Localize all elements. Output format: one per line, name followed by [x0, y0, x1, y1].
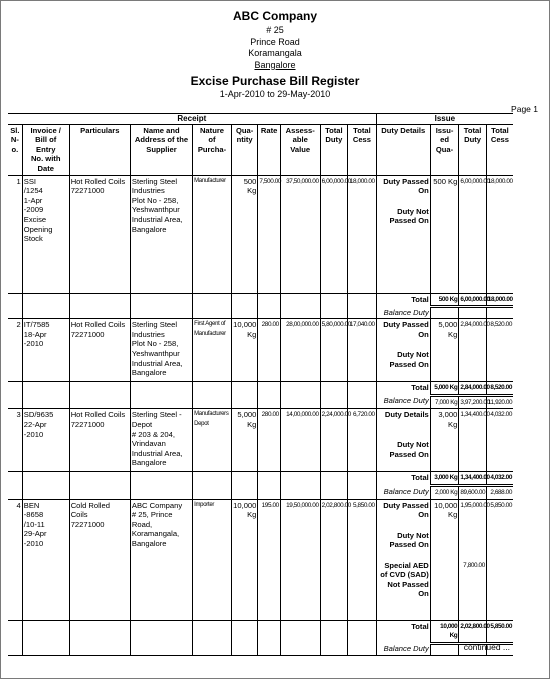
balance-qty	[430, 307, 459, 319]
invoice-number: SD/9635 22-Apr -2010	[22, 409, 69, 472]
issued-duty: 1,34,400.00	[459, 409, 487, 472]
total-issued-duty: 2,02,800.00	[459, 620, 487, 643]
issued-quantity: 3,000 Kg	[430, 409, 459, 472]
total-issued-qty: 500 Kg	[430, 293, 459, 307]
total-cess: 6,720.00	[348, 409, 377, 472]
duty-details	[376, 319, 430, 382]
supplier-address: Sterling Steel Industries Plot No - 258, Yeshwanthpur Industrial Area, Bangalore	[130, 175, 192, 293]
rate-header: Rate	[258, 124, 280, 175]
quantity-header: Qua- ntity	[231, 124, 258, 175]
total-label: Total	[376, 293, 430, 307]
total-cess: 5,850.00	[348, 499, 377, 620]
balance-qty: 2,000 Kg	[430, 486, 459, 500]
supplier-address: ABC Company # 25, Prince Road, Koramangala, Bangalore	[130, 499, 192, 620]
company-address-line-4: Bangalore	[254, 59, 296, 70]
quantity: 500 Kg	[231, 175, 258, 293]
nature-header: Nature of Purcha-	[193, 124, 232, 175]
balance-duty	[459, 307, 487, 319]
invoice-number: SSI /1254 1-Apr -2009 Excise Opening Stock	[22, 175, 69, 293]
balance-cess: 2,688.00	[486, 486, 513, 500]
total-issued-duty: 6,00,000.00	[459, 293, 487, 307]
total-duty-header: Total Duty	[320, 124, 348, 175]
total-issued-cess: 8,520.00	[486, 382, 513, 396]
invoice-header: Invoice / Bill of Entry No. with Date	[22, 124, 69, 175]
issued-cess: 18,000.00	[486, 175, 513, 293]
issue-group-header: Issue	[376, 114, 513, 125]
supplier-header: Name and Address of the Supplier	[130, 124, 192, 175]
total-label: Total	[376, 620, 430, 643]
sl-no: 3	[16, 410, 21, 420]
total-cess: 17,040.00	[348, 319, 377, 382]
duty-detail-label: Duty Passed On	[383, 176, 429, 196]
quantity: 10,000 Kg	[231, 499, 258, 620]
duty-detail-label: Duty Passed On	[383, 500, 429, 520]
assessable-value: 28,00,000.00	[280, 319, 320, 382]
issue-total-duty-header: Total Duty	[459, 124, 487, 175]
balance-duty-label: Balance Duty	[376, 307, 430, 319]
total-issued-cess: 5,850.00	[486, 620, 513, 643]
total-label: Total	[376, 472, 430, 486]
report-period: 1-Apr-2010 to 29-May-2010	[219, 89, 331, 99]
purchase-bill-register-table	[8, 113, 513, 658]
balance-duty: 89,600.00	[459, 486, 487, 500]
total-issued-cess: 18,000.00	[486, 293, 513, 307]
balance-qty: 7,000 Kg	[430, 395, 459, 409]
report-title: Excise Purchase Bill Register	[190, 74, 360, 88]
duty-details	[376, 175, 430, 293]
duty-detail-label: Duty Passed On	[383, 320, 429, 339]
rate: 280.00	[258, 319, 280, 382]
assessable-value: 37,50,000.00	[280, 175, 320, 293]
balance-cess	[486, 307, 513, 319]
duty-detail-label: Duty Not Passed On	[389, 206, 429, 226]
company-address-line-3: Koramangala	[248, 48, 302, 58]
page-number: Page 1	[511, 104, 538, 114]
total-cess: 18,000.00	[348, 175, 377, 293]
rate: 280.00	[258, 409, 280, 472]
issued-cess: 5,850.00	[486, 499, 513, 620]
total-duty: 6,00,000.00	[320, 175, 348, 293]
balance-duty-label: Balance Duty	[376, 395, 430, 409]
particulars: Cold Rolled Coils 72271000	[69, 499, 130, 620]
total-issued-qty: 10,000 Kg	[430, 620, 459, 643]
duty-details	[376, 409, 430, 472]
issued-qty-header: Issu- ed Qua-	[430, 124, 459, 175]
duty-detail-label: Duty Not Passed On	[389, 440, 429, 460]
nature-of-purchase: Importer	[193, 499, 232, 620]
rate: 7,500.00	[258, 175, 280, 293]
issued-duty: 2,84,000.00	[459, 319, 487, 382]
sl-no: 2	[16, 320, 21, 330]
issued-quantity: 500 Kg	[430, 175, 459, 293]
duty-details-header: Duty Details	[376, 124, 430, 175]
balance-duty-label: Balance Duty	[376, 643, 430, 655]
continued-note: continued ...	[463, 642, 510, 652]
total-label: Total	[376, 382, 430, 396]
assessable-value: 14,00,000.00	[280, 409, 320, 472]
sl-no: 1	[16, 176, 21, 186]
invoice-number: BEN -8658 /10-11 29-Apr -2010	[22, 499, 69, 620]
particulars: Hot Rolled Coils 72271000	[69, 319, 130, 382]
duty-detail-label: Duty Details	[384, 410, 429, 420]
balance-qty	[430, 643, 459, 655]
total-duty: 5,80,000.00	[320, 319, 348, 382]
issued-duty: 1,95,000.00 7,800.00	[459, 499, 487, 620]
particulars-header: Particulars	[69, 124, 130, 175]
nature-of-purchase: First Agent of Manufacturer	[193, 319, 232, 382]
supplier-address: Sterling Steel Industries Plot No - 258, Yeshwanthpur Industrial Area, Bangalore	[130, 319, 192, 382]
assessable-value-header: Assess- able Value	[280, 124, 320, 175]
issue-total-cess-header: Total Cess	[486, 124, 513, 175]
quantity: 10,000 Kg	[231, 319, 258, 382]
supplier-address: Sterling Steel - Depot # 203 & 204, Vrindavan Industrial Area, Bangalore	[130, 409, 192, 472]
total-issued-duty: 2,84,000.00	[459, 382, 487, 396]
invoice-number: IT/7585 18-Apr -2010	[22, 319, 69, 382]
total-issued-qty: 3,000 Kg	[430, 472, 459, 486]
total-cess-header: Total Cess	[348, 124, 377, 175]
nature-of-purchase: Manufacturers Depot	[193, 409, 232, 472]
issued-quantity: 5,000 Kg	[430, 319, 459, 382]
receipt-group-header: Receipt	[8, 114, 376, 125]
duty-details	[376, 499, 430, 620]
company-address-line-1: # 25	[266, 25, 284, 35]
duty-detail-label: Duty Not Passed On	[389, 350, 429, 369]
issued-cess: 8,520.00	[486, 319, 513, 382]
duty-detail-label: Duty Not Passed On	[389, 530, 429, 550]
company-name: ABC Company	[232, 9, 317, 23]
total-issued-cess: 4,032.00	[486, 472, 513, 486]
sl-no: 4	[16, 500, 21, 510]
assessable-value: 19,50,000.00	[280, 499, 320, 620]
total-issued-duty: 1,34,400.00	[459, 472, 487, 486]
particulars: Hot Rolled Coils 72271000	[69, 409, 130, 472]
issued-quantity: 10,000 Kg	[430, 499, 459, 620]
balance-duty: 3,97,200.00	[459, 395, 487, 409]
sl-no-header: Sl. N- o.	[10, 125, 20, 154]
total-duty: 2,24,000.00	[320, 409, 348, 472]
particulars: Hot Rolled Coils 72271000	[69, 175, 130, 293]
balance-duty-label: Balance Duty	[376, 486, 430, 500]
balance-cess: 11,920.00	[486, 395, 513, 409]
nature-of-purchase: Manufacturer	[193, 175, 232, 293]
issued-cess: 4,032.00	[486, 409, 513, 472]
total-issued-qty: 5,000 Kg	[430, 382, 459, 396]
quantity: 5,000 Kg	[231, 409, 258, 472]
issued-duty: 6,00,000.00	[459, 175, 487, 293]
company-address-line-2: Prince Road	[250, 36, 300, 47]
duty-detail-label: Special AED of CVD (SAD) Not Passed On	[380, 560, 429, 599]
rate: 195.00	[258, 499, 280, 620]
total-duty: 2,02,800.00	[320, 499, 348, 620]
